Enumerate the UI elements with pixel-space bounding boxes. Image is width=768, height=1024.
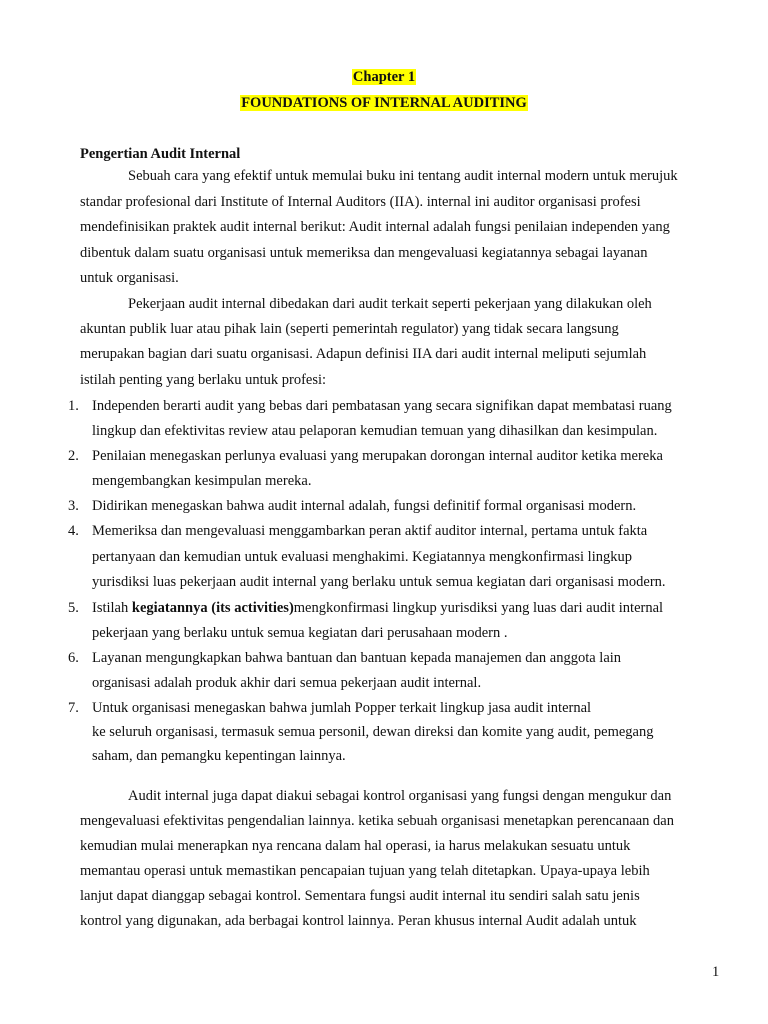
- list-item-line: organisasi adalah produk akhir dari semua pekerjaan audit internal.: [92, 675, 482, 691]
- chapter-label: Chapter 1: [352, 69, 416, 85]
- list-item-line: pekerjaan yang berlaku untuk semua kegiatan dari perusahaan modern .: [92, 625, 508, 641]
- paragraph-1-line: untuk organisasi.: [80, 270, 179, 286]
- list-number: 6.: [68, 650, 79, 666]
- list-number: 1.: [68, 398, 79, 414]
- list-number: 5.: [68, 600, 79, 616]
- paragraph-3-line: mengevaluasi efektivitas pengendalian lainnya. ketika sebuah organisasi menetapkan perencanaan dan: [80, 813, 674, 829]
- list-item-line: lingkup dan efektivitas review atau pelaporan kemudian temuan yang dihasilkan dan kesimpulan.: [92, 423, 658, 439]
- list-item-line: ke seluruh organisasi, termasuk semua personil, dewan direksi dan komite yang audit, pemegang: [92, 724, 654, 740]
- paragraph-2-line: Pekerjaan audit internal dibedakan dari audit terkait seperti pekerjaan yang dilakukan oleh: [128, 296, 652, 312]
- list-number: 3.: [68, 498, 79, 514]
- paragraph-3-line: lanjut dapat dianggap sebagai kontrol. Sementara fungsi audit internal itu sendiri salah satu jenis: [80, 888, 640, 904]
- list-number: 7.: [68, 700, 79, 716]
- paragraph-3-line: memantau operasi untuk memastikan pencapaian tujuan yang telah ditetapkan. Upaya-upaya lebih: [80, 863, 650, 879]
- list-item-line: yurisdiksi luas pekerjaan audit internal yang berlaku untuk semua kegiatan dari organisasi modern.: [92, 574, 666, 590]
- bold-term: kegiatannya (its activities): [131, 600, 294, 616]
- list-item-line: pertanyaan dan kemudian untuk evaluasi menghakimi. Kegiatannya mengkonfirmasi lingkup: [92, 549, 632, 565]
- list-item-line: Untuk organisasi menegaskan bahwa jumlah Popper terkait lingkup jasa audit internal: [92, 700, 592, 716]
- list-number: 2.: [68, 448, 79, 464]
- list-item-line: Independen berarti audit yang bebas dari pembatasan yang secara signifikan dapat membatasi ruang: [92, 398, 672, 414]
- page-number: 1: [712, 964, 720, 980]
- paragraph-1-line: dibentuk dalam suatu organisasi untuk memeriksa dan mengevaluasi kegiatannya sebagai layanan: [80, 245, 648, 261]
- list-number: 4.: [68, 523, 79, 539]
- section-heading: Pengertian Audit Internal: [80, 146, 241, 162]
- list-item-line: Penilaian menegaskan perlunya evaluasi yang merupakan dorongan internal auditor ketika mereka: [92, 448, 663, 464]
- chapter-title: FOUNDATIONS OF INTERNAL AUDITING: [241, 95, 527, 111]
- paragraph-1-line: Sebuah cara yang efektif untuk memulai buku ini tentang audit internal modern untuk merujuk: [128, 168, 678, 184]
- list-item-line: Memeriksa dan mengevaluasi menggambarkan peran aktif auditor internal, pertama untuk fakta: [92, 523, 648, 539]
- paragraph-2-line: merupakan bagian dari suatu organisasi. Adapun definisi IIA dari audit internal meliputi sejumlah: [80, 346, 647, 362]
- paragraph-1-line: mendefinisikan praktek audit internal berikut: Audit internal adalah fungsi penilaian independen yang: [80, 219, 670, 235]
- paragraph-3-line: kemudian mulai menerapkan nya rencana dalam hal operasi, ia harus melakukan sesuatu untuk: [80, 838, 631, 854]
- list-item-line: saham, dan pemangku kepentingan lainnya.: [92, 748, 346, 764]
- list-item-line: mengembangkan kesimpulan mereka.: [92, 473, 312, 489]
- paragraph-3-line: Audit internal juga dapat diakui sebagai kontrol organisasi yang fungsi dengan mengukur dan: [128, 788, 672, 804]
- list-item-line: Didirikan menegaskan bahwa audit internal adalah, fungsi definitif formal organisasi modern.: [92, 498, 637, 514]
- paragraph-3-line: kontrol yang digunakan, ada berbagai kontrol lainnya. Peran khusus internal Audit adalah untuk: [80, 913, 637, 929]
- list-item-line: Istilah kegiatannya (its activities)mengkonfirmasi lingkup yurisdiksi yang luas dari audit internal: [92, 600, 664, 616]
- paragraph-1-line: standar profesional dari Institute of Internal Auditors (IIA). internal ini auditor organisasi profesi: [80, 194, 641, 210]
- list-item-line: Layanan mengungkapkan bahwa bantuan dan bantuan kepada manajemen dan anggota lain: [92, 650, 622, 666]
- paragraph-2-line: akuntan publik luar atau pihak lain (seperti pemerintah regulator) yang tidak secara langsung: [80, 321, 619, 337]
- paragraph-2-line: istilah penting yang berlaku untuk profesi:: [80, 372, 327, 388]
